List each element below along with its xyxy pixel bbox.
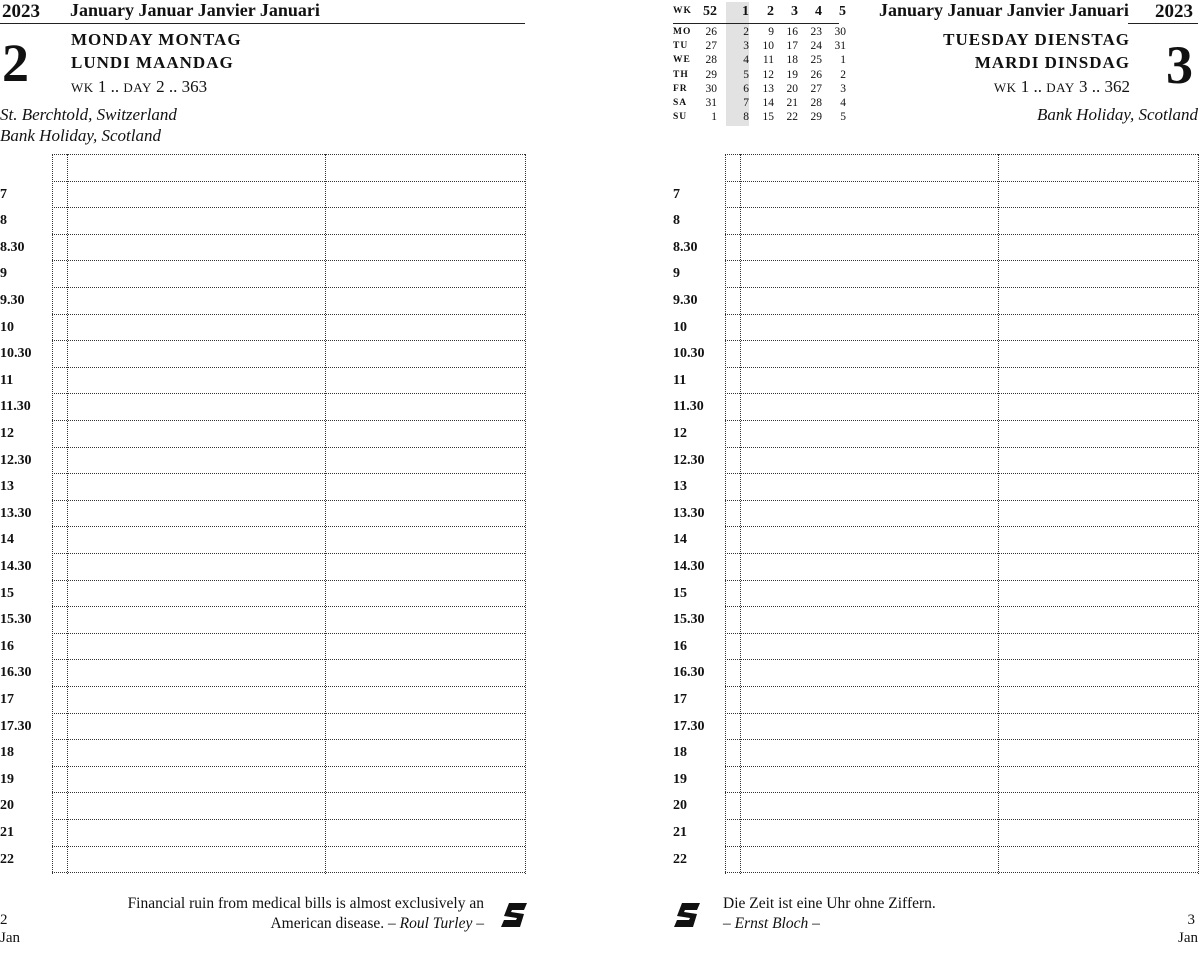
grid-row-line [52,659,525,660]
time-slot-label: 16.30 [0,665,32,680]
time-slot-label: 8 [673,213,680,228]
time-slot-label: 11 [0,373,14,388]
grid-column-line [525,154,526,874]
time-slot-label: 10 [673,320,687,335]
calendar-day[interactable]: 22 [786,111,798,124]
calendar-day[interactable]: 10 [762,40,774,53]
calendar-day[interactable]: 20 [786,82,798,95]
holiday-note: St. Berchtold, Switzerland [0,105,177,124]
time-slot-label: 18 [673,745,687,760]
hour-grid[interactable] [673,154,1198,874]
holiday-note: Bank Holiday, Scotland [0,126,162,145]
weekday-label: SU [673,112,688,123]
calendar-day[interactable]: 16 [786,26,798,38]
time-slot-label: 18 [0,745,14,760]
year: 2023 [2,1,40,22]
weekday-label: TU [673,41,689,52]
calendar-day[interactable]: 28 [705,54,717,67]
time-slot-label: 15 [673,586,687,601]
grid-row-line [725,659,1198,660]
time-slot-label: 9.30 [0,293,25,308]
quote [60,894,484,934]
calendar-day[interactable]: 15 [762,111,774,124]
grid-row-line [52,473,525,474]
calendar-day[interactable]: 26 [705,26,717,38]
page-number: 2 [0,912,8,928]
grid-row-line [725,447,1198,448]
grid-row-line [52,553,525,554]
hour-grid[interactable] [0,154,525,874]
grid-row-line [52,367,525,368]
quote-line: Financial ruin from medical bills is almost exclusively an [127,895,484,912]
quote [723,894,1043,934]
header-rule [1128,23,1198,24]
calendar-day[interactable]: 6 [743,82,749,95]
week-number-header: 52 [703,4,717,19]
time-slot-label: 12.30 [673,453,705,468]
page-month: Jan [1178,930,1198,946]
day-name-secondary: MARDI DINSDAG [974,53,1130,72]
grid-row-line [725,420,1198,421]
calendar-day[interactable]: 7 [743,97,749,109]
grid-row-line [725,526,1198,527]
grid-row-line [52,580,525,581]
weekday-label: FR [673,83,688,94]
grid-row-line [52,447,525,448]
time-slot-label: 17.30 [0,719,32,734]
grid-row-line [725,181,1198,182]
grid-row-line [52,766,525,767]
grid-row-line [725,260,1198,261]
grid-row-line [52,819,525,820]
grid-row-line [725,393,1198,394]
calendar-day[interactable]: 25 [810,54,822,67]
grid-row-line [52,420,525,421]
time-slot-label: 22 [0,852,14,867]
time-slot-label: 11 [673,373,687,388]
grid-row-line [725,686,1198,687]
header-rule [0,23,525,24]
time-slot-label: 9 [0,266,7,281]
time-slot-label: 20 [673,798,687,813]
page-number: 3 [1187,912,1195,928]
calendar-day[interactable]: 21 [786,97,798,109]
grid-row-line [725,633,1198,634]
grid-row-line [52,207,525,208]
grid-row-line [725,154,1198,155]
day-count: 2 .. 363 [156,77,208,96]
time-slot-label: 14 [0,532,14,547]
grid-row-line [52,713,525,714]
grid-row-line [52,792,525,793]
day-prefix: DAY [123,80,152,95]
time-slot-label: 21 [0,825,14,840]
time-slot-label: 10 [0,320,14,335]
weekday-label: SA [673,98,688,108]
grid-row-line [52,872,525,873]
calendar-day[interactable]: 13 [762,82,774,95]
weekday-label: WE [673,55,691,66]
grid-row-line [725,846,1198,847]
time-slot-label: 17 [0,692,14,707]
week-number-header: 3 [791,4,798,19]
grid-row-line [725,713,1198,714]
time-slot-label: 13 [673,479,687,494]
holiday-note: Bank Holiday, Scotland [1036,105,1198,124]
calendar-day[interactable]: 11 [762,54,774,67]
grid-row-line [52,606,525,607]
grid-row-line [52,633,525,634]
calendar-day[interactable]: 3 [840,82,846,95]
grid-row-line [725,580,1198,581]
day-name-primary: MONDAY MONTAG [71,30,242,49]
mini-calendar-wk-label: WK [673,6,692,16]
weekday-label: TH [673,69,689,80]
calendar-day[interactable]: 29 [810,111,822,124]
grid-row-line [725,792,1198,793]
grid-row-line [52,739,525,740]
time-slot-label: 8.30 [673,240,698,255]
time-slot-label: 14 [673,532,687,547]
week-prefix: WK [993,80,1017,95]
mini-calendar-rule [673,23,839,24]
month-title: January Januar Janvier Januari [70,0,320,20]
time-slot-label: 7 [673,187,680,202]
quote-line: American disease. – [270,915,400,932]
grid-row-line [52,314,525,315]
calendar-day[interactable]: 5 [743,68,749,81]
grid-row-line [725,207,1198,208]
calendar-day[interactable]: 31 [705,97,717,109]
time-slot-label: 9 [673,266,680,281]
time-slot-label: 12 [673,426,687,441]
calendar-day[interactable]: 12 [762,68,774,81]
grid-row-line [725,473,1198,474]
calendar-day[interactable]: 2 [840,68,846,81]
grid-row-line [52,340,525,341]
quote-author: Roul Turley – [399,915,484,932]
calendar-day[interactable]: 14 [762,97,774,109]
day-prefix: DAY [1046,80,1075,95]
grid-row-line [725,314,1198,315]
week-number: 1 .. [1020,77,1047,96]
calendar-day[interactable]: 24 [810,40,822,53]
day-count: 3 .. 362 [1079,77,1130,96]
calendar-day[interactable]: 4 [743,54,749,67]
week-number: 1 .. [97,77,124,96]
grid-row-line [725,739,1198,740]
time-slot-label: 7 [0,187,7,202]
time-slot-label: 14.30 [673,559,705,574]
week-number-header: 4 [815,4,822,19]
grid-row-line [52,500,525,501]
grid-row-line [725,234,1198,235]
time-slot-label: 22 [673,852,687,867]
left-page [0,0,525,967]
time-slot-label: 13 [0,479,14,494]
time-slot-label: 16.30 [673,665,705,680]
grid-row-line [725,500,1198,501]
calendar-day[interactable]: 30 [834,26,846,38]
calendar-day[interactable]: 3 [743,40,749,53]
week-prefix: WK [71,80,94,95]
quote-line: Die Zeit ist eine Uhr ohne Ziffern. [723,895,936,912]
grid-row-line [52,260,525,261]
year: 2023 [1155,1,1193,22]
time-slot-label: 14.30 [0,559,32,574]
calendar-day[interactable]: 4 [840,97,846,109]
time-slot-label: 16 [0,639,14,654]
grid-row-line [52,154,525,155]
time-slot-label: 10.30 [0,346,32,361]
weekday-label: MO [673,27,692,37]
right-page [673,0,1198,967]
week-number-header: 5 [839,4,846,19]
day-name-primary: TUESDAY DIENSTAG [943,30,1130,49]
calendar-day[interactable]: 19 [786,68,798,81]
time-slot-label: 19 [673,772,687,787]
week-day-info [994,77,1130,97]
calendar-day[interactable]: 23 [810,26,822,38]
grid-row-line [725,872,1198,873]
time-slot-label: 17 [673,692,687,707]
grid-row-line [52,686,525,687]
grid-row-line [725,766,1198,767]
calendar-day[interactable]: 27 [705,40,717,53]
calendar-day[interactable]: 27 [810,82,822,95]
grid-row-line [52,234,525,235]
grid-column-line [1198,154,1199,874]
publisher-logo-icon [500,902,528,928]
calendar-day[interactable]: 30 [705,82,717,95]
day-number: 2 [2,33,29,93]
grid-row-line [725,553,1198,554]
week-number-header: 2 [767,4,774,19]
time-slot-label: 15.30 [0,612,32,627]
calendar-day[interactable]: 5 [840,111,846,124]
time-slot-label: 8 [0,213,7,228]
calendar-day[interactable]: 28 [810,97,822,109]
time-slot-label: 16 [673,639,687,654]
calendar-day[interactable]: 26 [810,68,822,81]
time-slot-label: 11.30 [0,399,31,414]
time-slot-label: 9.30 [673,293,698,308]
calendar-day[interactable]: 17 [786,40,798,53]
grid-row-line [52,526,525,527]
day-name-secondary: LUNDI MAANDAG [71,53,234,72]
grid-row-line [725,367,1198,368]
grid-row-line [725,606,1198,607]
grid-row-line [52,181,525,182]
calendar-day[interactable]: 1 [711,111,717,124]
grid-row-line [52,287,525,288]
time-slot-label: 13.30 [0,506,32,521]
publisher-logo-icon [673,902,701,928]
calendar-day[interactable]: 29 [705,68,717,81]
time-slot-label: 11.30 [673,399,704,414]
grid-row-line [725,287,1198,288]
time-slot-label: 13.30 [673,506,705,521]
time-slot-label: 12.30 [0,453,32,468]
time-slot-label: 8.30 [0,240,25,255]
grid-row-line [52,846,525,847]
time-slot-label: 19 [0,772,14,787]
time-slot-label: 10.30 [673,346,705,361]
grid-row-line [52,393,525,394]
grid-row-line [725,340,1198,341]
calendar-day[interactable]: 9 [768,26,774,38]
time-slot-label: 17.30 [673,719,705,734]
time-slot-label: 15 [0,586,14,601]
calendar-day[interactable]: 1 [840,54,846,67]
calendar-day[interactable]: 8 [743,111,749,124]
page-month: Jan [0,930,20,946]
time-slot-label: 20 [0,798,14,813]
grid-row-line [725,819,1198,820]
time-slot-label: 15.30 [673,612,705,627]
month-title: January Januar Janvier Januari [879,0,1129,20]
week-day-info [71,77,207,97]
calendar-day[interactable]: 18 [786,54,798,67]
time-slot-label: 12 [0,426,14,441]
calendar-day[interactable]: 2 [743,26,749,38]
day-number: 3 [1166,35,1193,95]
quote-author: – Ernst Bloch – [723,915,820,932]
time-slot-label: 21 [673,825,687,840]
calendar-day[interactable]: 31 [834,40,846,53]
week-number-header: 1 [742,4,749,19]
